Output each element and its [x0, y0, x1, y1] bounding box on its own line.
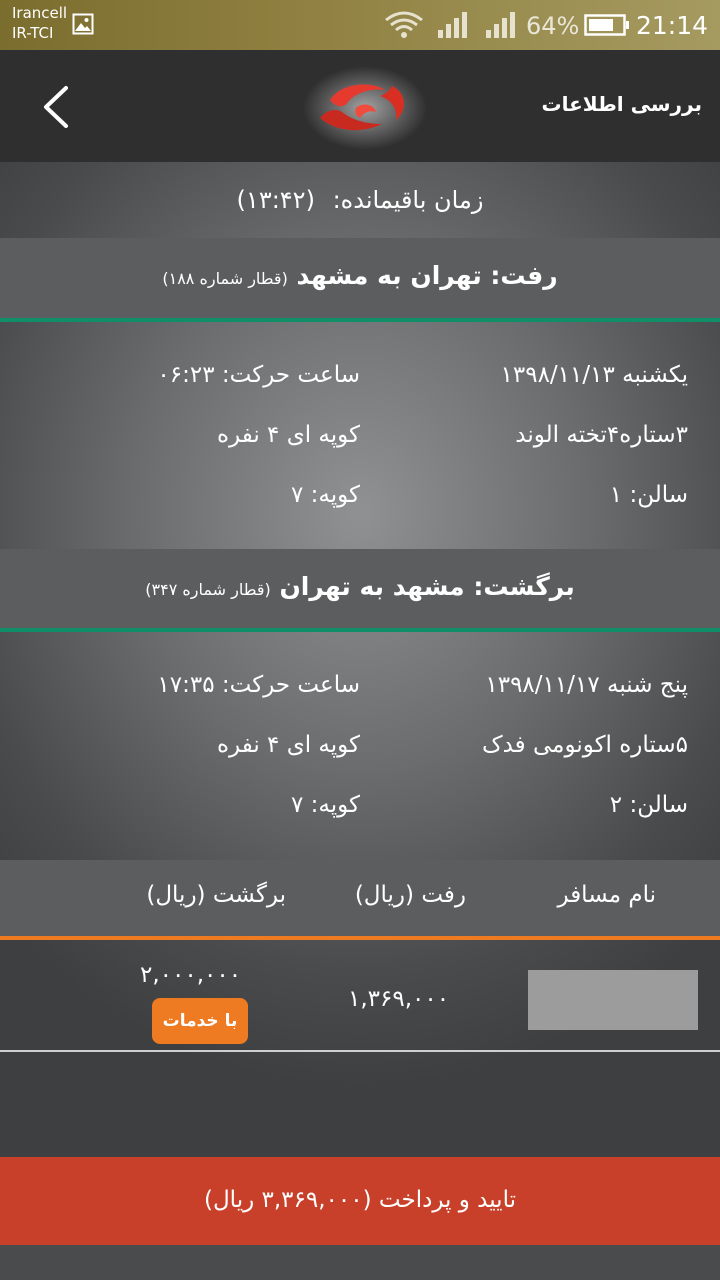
battery-percentage: 64% [526, 12, 580, 40]
with-services-button[interactable]: با خدمات [152, 998, 248, 1044]
remaining-time [0, 162, 720, 238]
outbound-route: رفت: تهران به مشهد [296, 261, 558, 290]
remaining-time-value: (۱۳:۴۲) [236, 186, 315, 214]
return-date: پنج شنبه ۱۳۹۸/۱۱/۱۷ [485, 672, 688, 698]
return-title-bar [0, 549, 720, 629]
outbound-compartment-type: کوپه ای ۴ نفره [216, 422, 360, 448]
status-clock: 21:14 [636, 11, 709, 40]
signal-icon [436, 12, 468, 38]
carrier-name: Irancell [12, 4, 68, 22]
outbound-title-bar [0, 238, 720, 318]
return-details [0, 632, 720, 860]
return-train-number: (قطار شماره ۳۴۷) [145, 580, 271, 599]
status-bar [0, 0, 720, 50]
header-outbound-price: رفت (ریال) [354, 882, 466, 908]
outbound-departure: ساعت حرکت: ۰۶:۲۳ [157, 362, 360, 388]
row-divider [0, 1050, 720, 1052]
carrier-network: IR-TCI [12, 24, 54, 42]
outbound-wagon-type: ۳ستاره۴تخته الوند [515, 422, 688, 448]
return-wagon-type: ۵ستاره اکونومی فدک [481, 732, 688, 758]
app-header [0, 50, 720, 162]
outbound-hall: سالن: ۱ [609, 482, 688, 508]
outbound-date: یکشنبه ۱۳۹۸/۱۱/۱۳ [500, 362, 688, 388]
battery-icon [584, 14, 630, 36]
return-departure: ساعت حرکت: ۱۷:۳۵ [157, 672, 360, 698]
outbound-train-number: (قطار شماره ۱۸۸) [162, 269, 288, 288]
remaining-time-label: زمان باقیمانده: [332, 186, 484, 214]
outbound-price: ۱,۳۶۹,۰۰۰ [348, 986, 450, 1012]
return-hall: سالن: ۲ [609, 792, 688, 818]
signal-icon [484, 12, 516, 38]
return-compartment: کوپه: ۷ [291, 792, 360, 818]
railway-logo-icon [300, 62, 430, 154]
header-return-price: برگشت (ریال) [146, 882, 286, 908]
return-compartment-type: کوپه ای ۴ نفره [216, 732, 360, 758]
back-chevron-icon[interactable] [36, 84, 76, 130]
wifi-icon [384, 10, 424, 40]
passenger-table-header [0, 860, 720, 936]
confirm-and-pay-button[interactable]: تایید و پرداخت (۳,۳۶۹,۰۰۰ ریال) [0, 1157, 720, 1245]
passenger-name-field [528, 970, 698, 1030]
image-icon [72, 13, 94, 35]
page-title: بررسی اطلاعات [541, 92, 702, 116]
return-price: ۲,۰۰۰,۰۰۰ [140, 962, 242, 988]
header-passenger-name: نام مسافر [557, 882, 656, 908]
return-route: برگشت: مشهد به تهران [279, 572, 575, 601]
bottom-strip [0, 1245, 720, 1280]
outbound-compartment: کوپه: ۷ [291, 482, 360, 508]
outbound-details [0, 322, 720, 550]
